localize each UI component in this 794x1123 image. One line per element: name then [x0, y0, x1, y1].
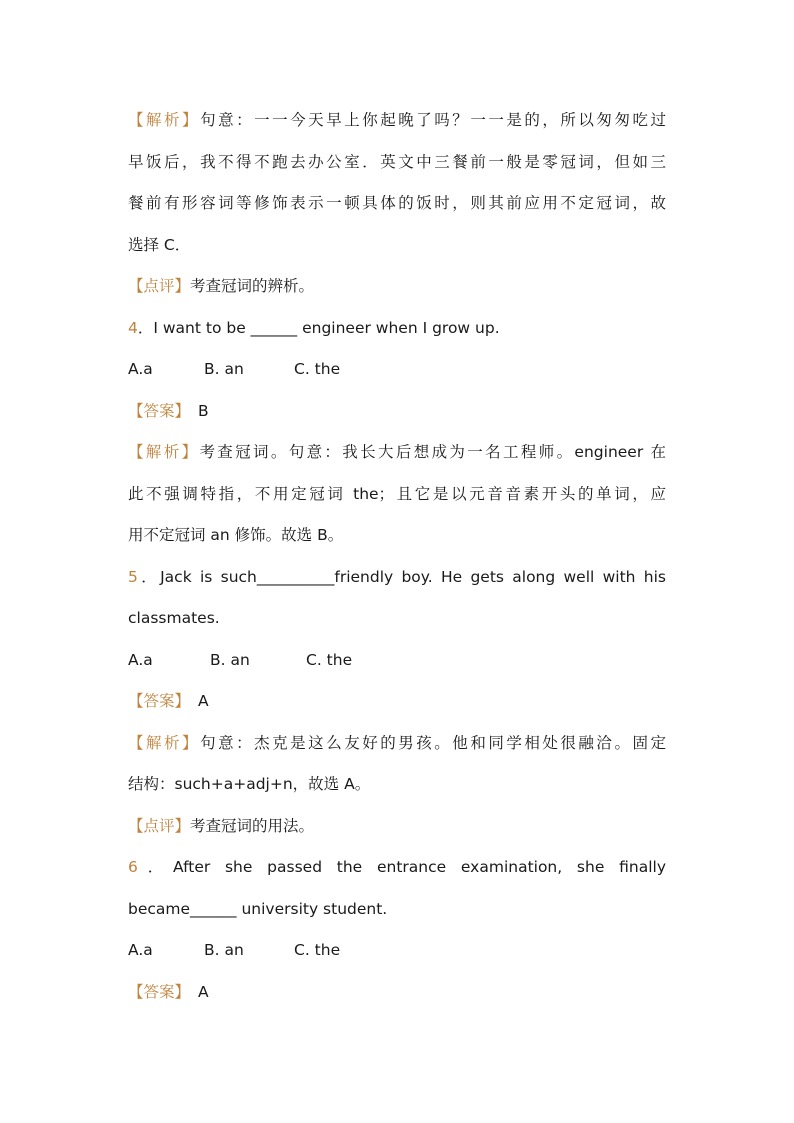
option-c: C. the — [294, 360, 341, 378]
analysis-tag: 【解析】 — [128, 111, 201, 129]
option-c: C. the — [294, 941, 341, 959]
question-number: 6 — [128, 858, 138, 876]
analysis-line — [128, 515, 666, 557]
analysis-line — [128, 183, 666, 225]
analysis-line — [128, 225, 666, 267]
answer-tag: 【答案】 — [128, 401, 191, 420]
answer-value: A — [198, 692, 209, 710]
question-4 — [128, 308, 666, 350]
comment-line — [128, 266, 666, 308]
answer-tag: 【答案】 — [128, 692, 191, 710]
option-a: A.a — [128, 650, 153, 669]
option-b: B. an — [204, 360, 244, 378]
comment-line — [128, 806, 666, 848]
question-4-options — [128, 349, 666, 391]
option-c: C. the — [306, 650, 353, 669]
question-6-cont — [128, 889, 666, 931]
question-number: 4 — [128, 318, 138, 337]
analysis-line — [128, 100, 666, 142]
question-5-options — [128, 640, 666, 682]
answer-value: B — [198, 401, 209, 420]
option-a: A.a — [128, 941, 153, 959]
question-text: ．After she passed the entrance examination, she finally — [137, 858, 666, 876]
question-text: ．I want to be ______ engineer when I grow up. — [137, 318, 500, 337]
question-text: classmates. — [128, 609, 220, 627]
comment-tag: 【点评】 — [128, 277, 191, 295]
comment-text: 考查冠词的用法。 — [190, 816, 315, 835]
option-b: B. an — [204, 941, 244, 959]
analysis-line — [128, 474, 666, 516]
analysis-text: 餐前有形容词等修饰表示一顿具体的饭时，则其前应用不定冠词，故 — [128, 194, 666, 212]
analysis-text: 句意：一一今天早上你起晚了吗？一一是的，所以匆匆吃过 — [200, 111, 666, 129]
question-5 — [128, 557, 666, 599]
question-number: 5 — [128, 567, 138, 586]
answer-line — [128, 681, 666, 723]
comment-text: 考查冠词的辨析。 — [190, 277, 315, 295]
answer-value: A — [198, 982, 209, 1001]
analysis-text: 句意：杰克是这么友好的男孩。他和同学相处很融洽。固定 — [200, 733, 666, 752]
answer-line — [128, 391, 666, 433]
question-5-cont — [128, 598, 666, 640]
question-text: ．Jack is such__________friendly boy. He gets along well with his — [137, 567, 666, 586]
question-6-options — [128, 930, 666, 972]
analysis-line — [128, 723, 666, 765]
analysis-line — [128, 142, 666, 184]
analysis-text: 选择 C． — [128, 235, 191, 254]
answer-line — [128, 972, 666, 1014]
question-6 — [128, 847, 666, 889]
analysis-tag: 【解析】 — [128, 733, 201, 752]
option-b: B. an — [210, 650, 250, 669]
option-a: A.a — [128, 360, 153, 378]
analysis-line — [128, 764, 666, 806]
analysis-text: 用不定冠词 an 修饰。故选 B。 — [128, 526, 344, 544]
analysis-line — [128, 432, 666, 474]
question-text: became______ university student. — [128, 899, 388, 918]
comment-tag: 【点评】 — [128, 816, 191, 835]
analysis-text: 早饭后，我不得不跑去办公室．英文中三餐前一般是零冠词，但如三 — [128, 152, 666, 171]
analysis-text: 此不强调特指，不用定冠词 the；且它是以元音音素开头的单词，应 — [128, 484, 666, 503]
analysis-text: 考查冠词。句意：我长大后想成为一名工程师。engineer 在 — [199, 443, 666, 461]
analysis-text: 结构：such+a+adj+n，故选 A。 — [128, 775, 371, 793]
answer-tag: 【答案】 — [128, 982, 191, 1001]
document-page — [128, 100, 666, 1013]
analysis-tag: 【解析】 — [128, 443, 200, 461]
